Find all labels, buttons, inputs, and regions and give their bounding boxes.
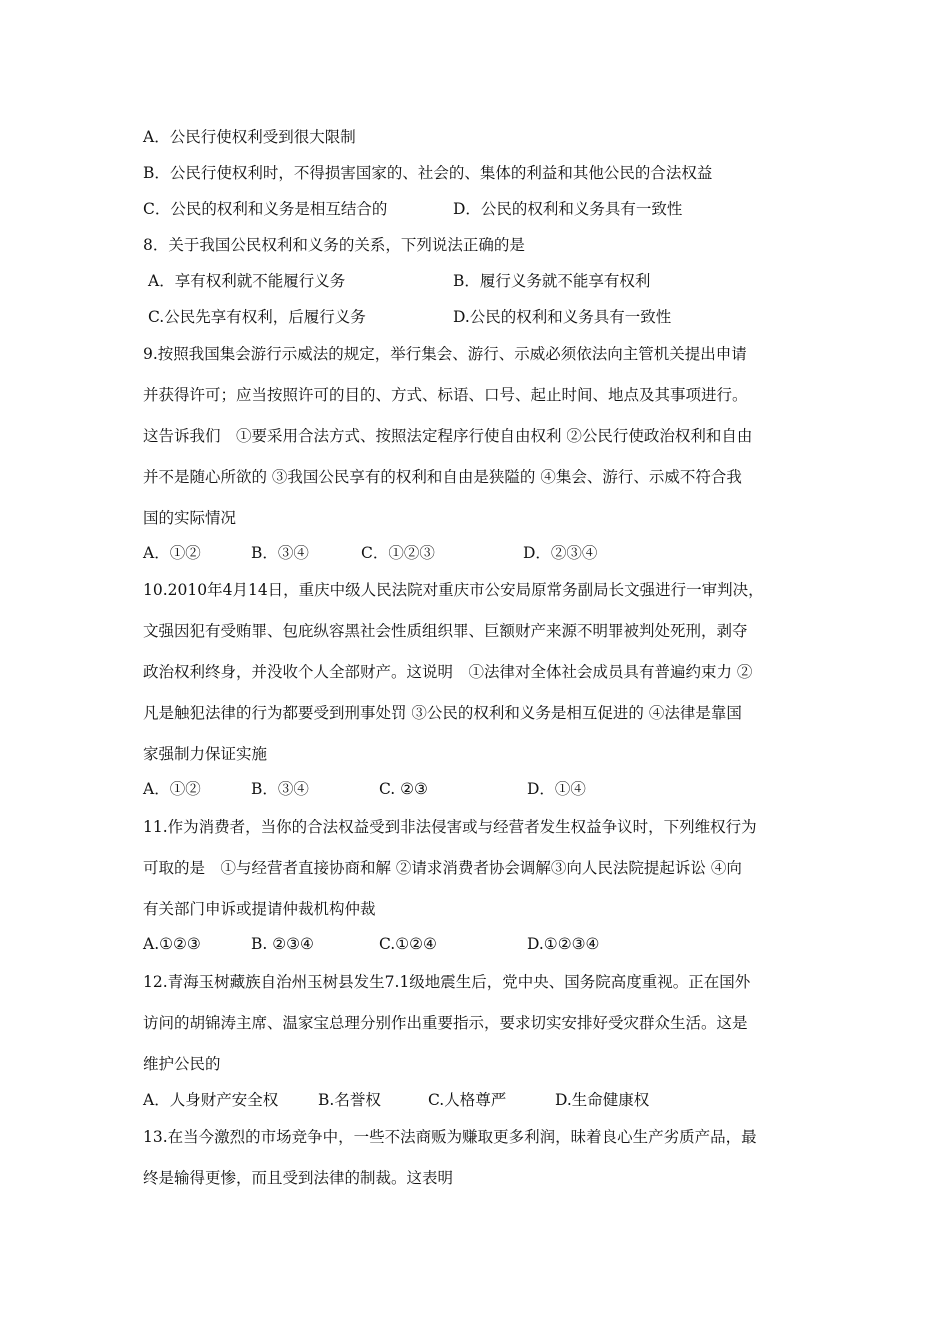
q11-text-line: 11.作为消费者，当你的合法权益受到非法侵害或与经营者发生权益争议时，下列维权行为 (143, 818, 757, 836)
q7-options-cd (143, 199, 683, 219)
q11-text-line: 可取的是 ①与经营者直接协商和解 ②请求消费者协会调解③向人民法院提起诉讼 ④向 (143, 859, 742, 877)
q9-options (143, 543, 598, 563)
q10-option-a: A．①② (143, 780, 201, 798)
q10-option-d: D．①④ (527, 780, 586, 798)
q8-options-ab (148, 271, 651, 291)
q12-option-d: D.生命健康权 (555, 1091, 650, 1109)
q10-text-line: 凡是触犯法律的行为都要受到刑事处罚 ③公民的权利和义务是相互促进的 ④法律是靠国 (143, 704, 742, 722)
q12-options (143, 1090, 650, 1110)
q11-option-c: C.①②④ (379, 935, 437, 953)
q9-text-line: 9.按照我国集会游行示威法的规定，举行集会、游行、示威必须依法向主管机关提出申请 (143, 345, 747, 363)
q10-options (143, 779, 586, 799)
q9-text-line: 国的实际情况 (143, 509, 237, 527)
q10-text-line: 家强制力保证实施 (143, 745, 268, 763)
q7-option-a: A．公民行使权利受到很大限制 (143, 128, 356, 146)
q11-options (143, 934, 600, 954)
q9-option-b: B．③④ (251, 544, 309, 562)
q10-option-c: C. ②③ (379, 780, 428, 798)
q12-text-line: 访问的胡锦涛主席、温家宝总理分别作出重要指示，要求切实安排好受灾群众生活。这是 (143, 1014, 748, 1032)
q7-option-b: B．公民行使权利时，不得损害国家的、社会的、集体的利益和其他公民的合法权益 (143, 164, 713, 182)
q8-option-c: C.公民先享有权利，后履行义务 (148, 308, 366, 326)
q9-text-line: 并获得许可；应当按照许可的目的、方式、标语、口号、起止时间、地点及其事项进行。 (143, 386, 748, 404)
q8-option-d: D.公民的权利和义务具有一致性 (453, 308, 672, 326)
q11-option-b: B. ②③④ (251, 935, 314, 953)
q9-option-a: A．①② (143, 544, 201, 562)
q8-stem: 8．关于我国公民权利和义务的关系，下列说法正确的是 (143, 236, 525, 254)
q10-text-line: 政治权利终身，并没收个人全部财产。这说明 ①法律对全体社会成员具有普遍约束力 ② (143, 663, 753, 681)
q8-option-a: A．享有权利就不能履行义务 (148, 272, 346, 290)
q10-option-b: B．③④ (251, 780, 309, 798)
q9-option-d: D．②③④ (523, 544, 598, 562)
q7-option-c: C．公民的权利和义务是相互结合的 (143, 200, 388, 218)
q8-options-cd (148, 307, 672, 327)
q12-option-b: B.名誉权 (318, 1091, 381, 1109)
q10-text-line: 文强因犯有受贿罪、包庇纵容黑社会性质组织罪、巨额财产来源不明罪被判处死刑，剥夺 (143, 622, 748, 640)
q12-text-line: 维护公民的 (143, 1055, 221, 1073)
q10-text-line: 10.2010年4月14日，重庆中级人民法院对重庆市公安局原常务副局长文强进行一审判决， (143, 581, 764, 599)
q12-text-line: 12.青海玉树藏族自治州玉树县发生7.1级地震生后，党中央、国务院高度重视。正在国外 (143, 973, 751, 991)
q11-text-line: 有关部门申诉或提请仲裁机构仲裁 (143, 900, 376, 918)
q11-option-d: D.①②③④ (527, 935, 600, 953)
q8-option-b: B．履行义务就不能享有权利 (453, 272, 651, 290)
q9-option-c: C．①②③ (361, 544, 435, 562)
q11-option-a: A.①②③ (143, 935, 201, 953)
q12-option-c: C.人格尊严 (428, 1091, 507, 1109)
q13-text-line: 13.在当今激烈的市场竞争中，一些不法商贩为赚取更多利润，昧着良心生产劣质产品，最 (143, 1128, 757, 1146)
q13-text-line: 终是输得更惨，而且受到法律的制裁。这表明 (143, 1169, 454, 1187)
q12-option-a: A．人身财产安全权 (143, 1091, 279, 1109)
q7-option-d: D．公民的权利和义务具有一致性 (453, 200, 683, 218)
q9-text-line: 这告诉我们 ①要采用合法方式、按照法定程序行使自由权利 ②公民行使政治权利和自由 (143, 427, 753, 445)
q9-text-line: 并不是随心所欲的 ③我国公民享有的权利和自由是狭隘的 ④集会、游行、示威不符合我 (143, 468, 742, 486)
